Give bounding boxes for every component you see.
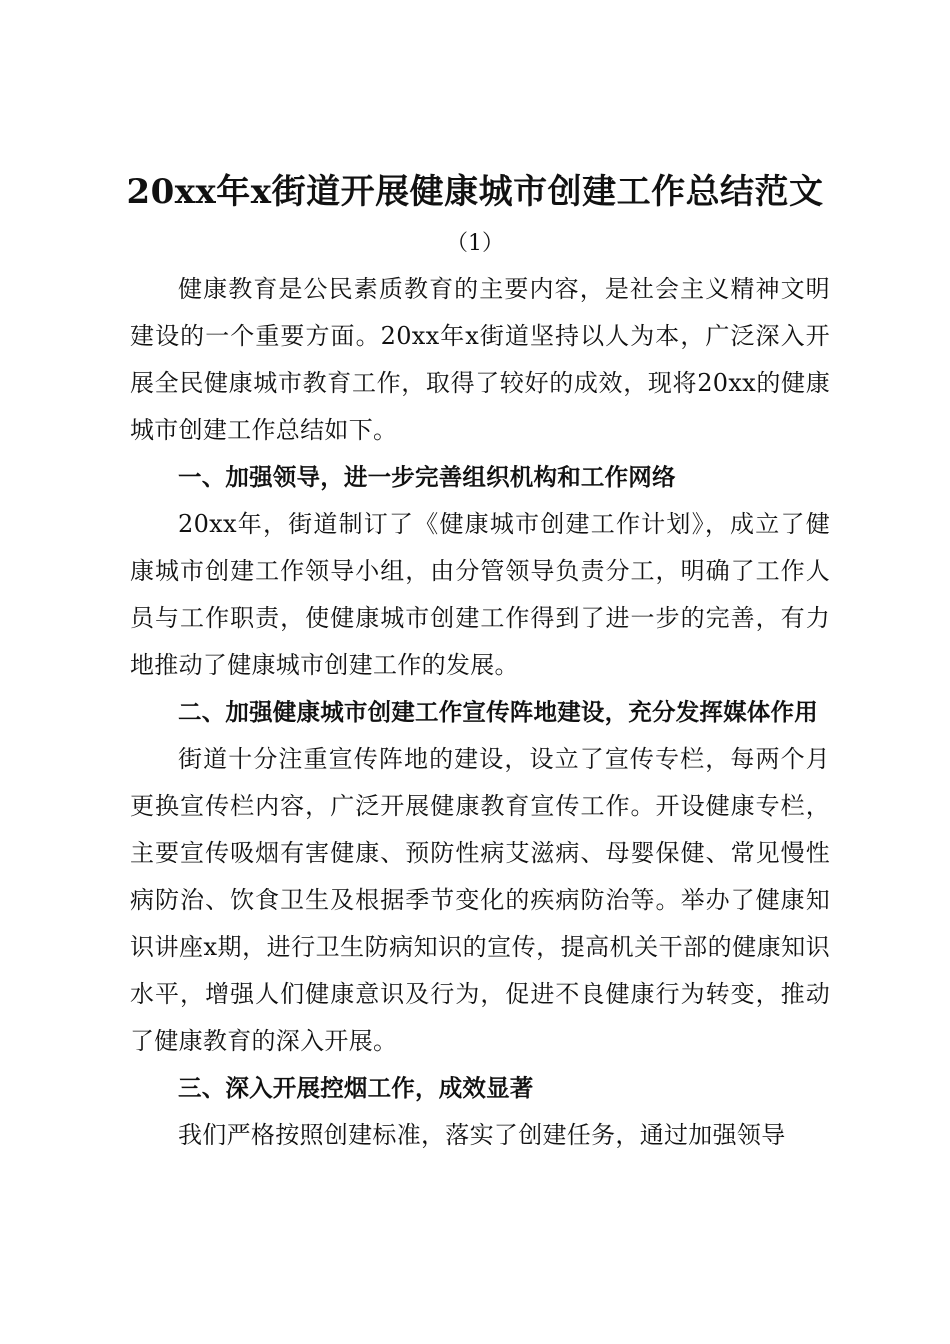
section-heading-1: 一、加强领导，进一步完善组织机构和工作网络	[178, 463, 676, 491]
document-subtitle: （1）	[446, 231, 504, 256]
section-3-paragraph: 我们严格按照创建标准，落实了创建任务，通过加强领导	[178, 1121, 786, 1149]
section-2-paragraph: 街道十分注重宣传阵地的建设，设立了宣传专栏，每两个月更换宣传栏内容，广泛开展健康教育宣传工作。开设健康专栏，主要宣传吸烟有害健康、预防性病艾滋病、母婴保健、常见慢性病防治、饮食卫生及根据季节变化的疾病防治等。举办了健康知识讲座x期，进行卫生防病知识的宣传，提高机关干部的健康知识水平，增强人们健康意识及行为，促进不良健康行为转变，推动了健康教育的深入开展。	[130, 745, 830, 1055]
intro-paragraph: 健康教育是公民素质教育的主要内容，是社会主义精神文明建设的一个重要方面。20xx年x街道坚持以人为本，广泛深入开展全民健康城市教育工作，取得了较好的成效，现将20xx的健康城市创建工作总结如下。	[130, 275, 830, 444]
document-body	[130, 266, 830, 1159]
section-1-paragraph: 20xx年，街道制订了《健康城市创建工作计划》，成立了健康城市创建工作领导小组，由分管领导负责分工，明确了工作人员与工作职责，使健康城市创建工作得到了进一步的完善，有力地推动了健康城市创建工作的发展。	[130, 510, 830, 679]
section-heading-3: 三、深入开展控烟工作，成效显著	[178, 1074, 534, 1102]
section-heading-2: 二、加强健康城市创建工作宣传阵地建设，充分发挥媒体作用	[178, 698, 818, 726]
document-title: 20xx年x街道开展健康城市创建工作总结范文	[126, 172, 824, 212]
